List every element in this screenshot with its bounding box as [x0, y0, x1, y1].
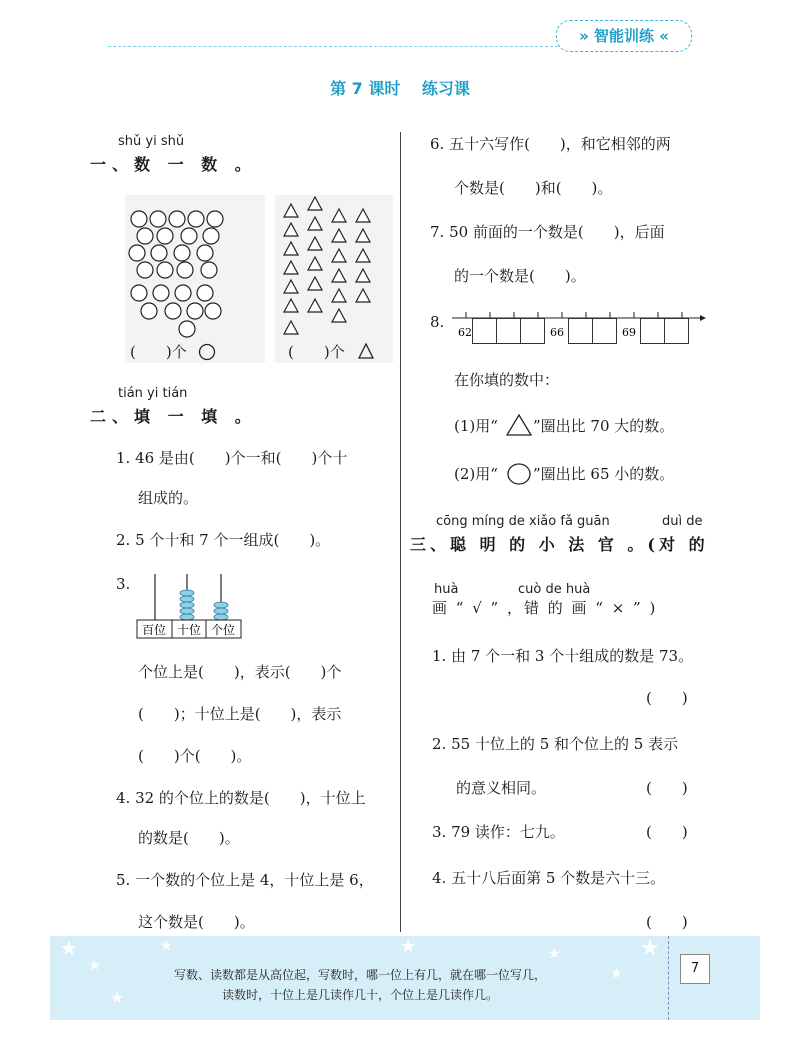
numberline-label-62: 62: [458, 326, 472, 339]
circle-icon: [131, 211, 147, 227]
star-icon: ★: [88, 958, 101, 974]
sec3-pinyin-3: huà: [434, 582, 459, 597]
q8-intro: 在你填的数中：: [454, 371, 560, 389]
circle-icon: [205, 303, 221, 319]
judge-q2-line1: 2. 55 十位上的 5 和个位上的 5 表示: [432, 735, 679, 753]
answer-box-70[interactable]: [640, 318, 665, 344]
page-number: 7: [680, 954, 710, 984]
circle-icon: [157, 228, 173, 244]
circle-icon: [153, 285, 169, 301]
circle-icon: [141, 303, 157, 319]
sec3-pinyin-1: cōng míng de xiǎo fǎ guān: [436, 514, 610, 529]
answer-box-67[interactable]: [568, 318, 593, 344]
circle-icon: [129, 245, 145, 261]
circle-icon: [157, 262, 173, 278]
circle-icon: [506, 462, 532, 486]
sec3-title: 三、聪 明 的 小 法 官 。(对 的: [410, 535, 709, 554]
judge-q3: 3. 79 读作：七九。: [432, 823, 565, 841]
q3-line3: ( )个( )。: [138, 747, 252, 765]
circle-icon: [188, 211, 204, 227]
circles-count-label: ( )个: [130, 343, 187, 361]
circle-icon: [137, 262, 153, 278]
counting-figure: [125, 195, 395, 365]
answer-box-64[interactable]: [496, 318, 521, 344]
circle-icon: [151, 245, 167, 261]
answer-box-65[interactable]: [520, 318, 545, 344]
judge-q4-answer[interactable]: ( ): [646, 913, 688, 931]
circle-icon: [203, 228, 219, 244]
q6-line1: 6. 五十六写作( )，和它相邻的两: [430, 135, 671, 153]
answer-box-68[interactable]: [592, 318, 617, 344]
judge-q1-answer[interactable]: ( ): [646, 689, 688, 707]
circle-icon: [201, 262, 217, 278]
sec3-pinyin-2: duì de: [662, 514, 703, 529]
sec2-title: 二、填 一 填 。: [90, 407, 257, 426]
q7-line1: 7. 50 前面的一个数是( )，后面: [430, 223, 665, 241]
circle-icon: [169, 211, 185, 227]
sec1-pinyin: shǔ yi shǔ: [118, 134, 185, 149]
q4-line1: 4. 32 的个位上的数是( )，十位上: [116, 789, 366, 807]
triangle-icon: [505, 413, 533, 437]
judge-q2-answer[interactable]: ( ): [646, 779, 688, 797]
circle-icon: [150, 211, 166, 227]
tip-footer: [50, 936, 760, 1020]
q8-part1-prefix: (1)用“: [454, 417, 498, 435]
q8-part1-suffix: ”圈出比 70 大的数。: [533, 417, 675, 435]
sec3-pinyin-4: cuò de huà: [518, 582, 591, 597]
star-icon: ★: [60, 936, 78, 960]
q7-line2: 的一个数是( )。: [454, 267, 586, 285]
circle-icon: [177, 262, 193, 278]
sec1-title: 一、数 一 数 。: [90, 155, 257, 174]
abacus-label-hundreds: 百位: [141, 623, 167, 637]
star-icon: ★: [640, 936, 660, 961]
circle-icon: [198, 343, 216, 361]
q5-line1: 5. 一个数的个位上是 4，十位上是 6，: [116, 871, 374, 889]
q8-number: 8.: [430, 313, 445, 331]
footer-divider: [668, 936, 669, 1020]
star-icon: ★: [160, 938, 173, 954]
star-icon: ★: [400, 936, 417, 957]
section-banner: » 智能训练 «: [556, 20, 692, 52]
circle-icon: [131, 285, 147, 301]
header-dashed-line: [108, 46, 558, 47]
triangles-count-label: ( )个: [288, 343, 345, 361]
q3-line2: ( )；十位上是( )，表示: [138, 705, 342, 723]
circle-icon: [187, 303, 203, 319]
star-icon: ★: [110, 988, 125, 1007]
judge-q3-answer[interactable]: ( ): [646, 823, 688, 841]
numberline-label-69: 69: [622, 326, 636, 339]
triangle-icon: [357, 342, 375, 360]
sec3-title-line2: 画 “ √ ” ，错 的 画 “ × ” ): [432, 599, 658, 617]
q8-part2-prefix: (2)用“: [454, 465, 498, 483]
tip-line-1: 写数、读数都是从高位起，写数时，哪一位上有几，就在哪一位写几，: [173, 968, 546, 982]
judge-q4: 4. 五十八后面第 5 个数是六十三。: [432, 869, 666, 887]
abacus-label-tens: 十位: [176, 623, 202, 637]
q1-line1: 1. 46 是由( )个一和( )个十: [116, 449, 348, 467]
q4-line2: 的数是( )。: [138, 829, 240, 847]
q3-number: 3.: [116, 575, 131, 593]
circle-icon: [165, 303, 181, 319]
circle-icon: [197, 245, 213, 261]
q2: 2. 5 个十和 7 个一组成( )。: [116, 531, 331, 549]
sec2-pinyin: tián yi tián: [118, 386, 188, 401]
q5-line2: 这个数是( )。: [138, 913, 255, 931]
circle-icon: [181, 228, 197, 244]
star-icon: ★: [610, 966, 623, 982]
circle-icon: [175, 285, 191, 301]
circle-icon: [207, 211, 223, 227]
answer-box-71[interactable]: [664, 318, 689, 344]
column-divider: [400, 132, 401, 932]
star-icon: ★: [548, 946, 561, 962]
q8-part2-suffix: ”圈出比 65 小的数。: [533, 465, 675, 483]
q6-line2: 个数是( )和( )。: [454, 179, 613, 197]
answer-box-63[interactable]: [472, 318, 497, 344]
circle-icon: [179, 321, 195, 337]
numberline-label-66: 66: [550, 326, 564, 339]
judge-q2-line2: 的意义相同。: [456, 779, 547, 797]
q3-line1: 个位上是( )，表示( )个: [138, 663, 342, 681]
circle-icon: [174, 245, 190, 261]
q1-line2: 组成的。: [138, 489, 199, 507]
circle-icon: [197, 285, 213, 301]
page-title: 第 7 课时 练习课: [330, 79, 470, 98]
tip-line-2: 读数时，十位上是几读作几十，个位上是几读作几。: [221, 988, 498, 1002]
abacus-label-ones: 个位: [210, 623, 236, 637]
judge-q1: 1. 由 7 个一和 3 个十组成的数是 73。: [432, 647, 694, 665]
abacus-figure: [135, 570, 245, 640]
circle-icon: [137, 228, 153, 244]
